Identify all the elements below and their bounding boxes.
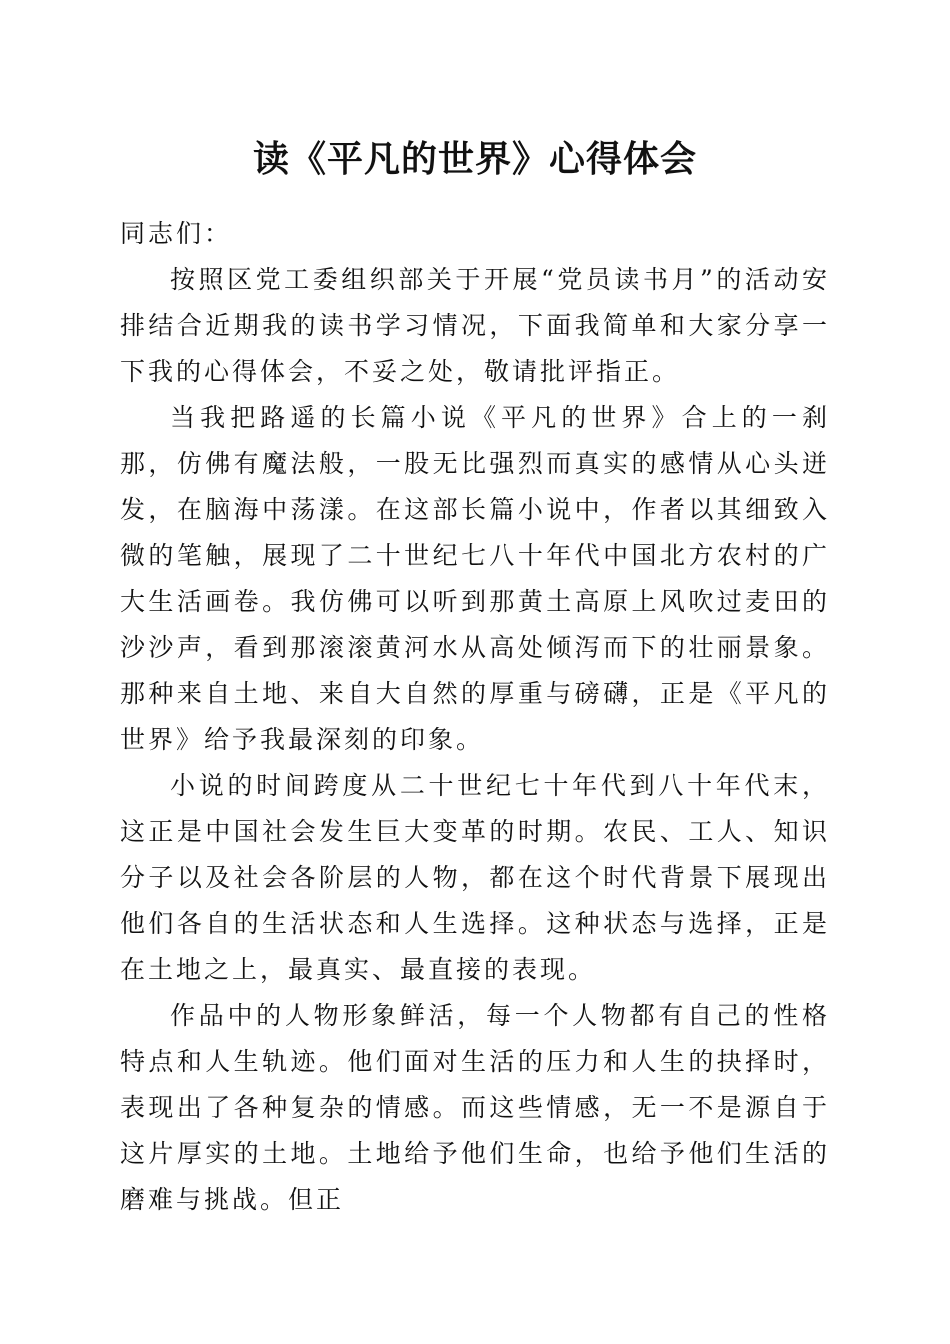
paragraph-3: 小说的时间跨度从二十世纪七十年代到八十年代末，这正是中国社会发生巨大变革的时期。农民、工人、知识分子以及社会各阶层的人物，都在这个时代背景下展现出他们各自的生活状态和人生选择。这种状态与选择，正是在土地之上，最真实、最直接的表现。 — [120, 771, 830, 984]
page-title: 读《平凡的世界》心得体会 — [252, 138, 697, 180]
paragraph-2: 当我把路遥的长篇小说《平凡的世界》合上的一刹那，仿佛有魔法般，一股无比强烈而真实的感情从心头迸发，在脑海中荡漾。在这部长篇小说中，作者以其细致入微的笔触，展现了二十世纪七八十年代中国北方农村的广大生活画卷。我仿佛可以听到那黄土高原上风吹过麦田的沙沙声，看到那滚滚黄河水从高处倾泻而下的壮丽景象。那种来自土地、来自大自然的厚重与磅礴，正是《平凡的世界》给予我最深刻的印象。 — [120, 403, 830, 754]
paragraph-1: 按照区党工委组织部关于开展“党员读书月”的活动安排结合近期我的读书学习情况，下面我简单和大家分享一下我的心得体会，不妥之处，敬请批评指正。 — [120, 265, 830, 386]
document-body — [120, 211, 830, 1223]
paragraph-4: 作品中的人物形象鲜活，每一个人物都有自己的性格特点和人生轨迹。他们面对生活的压力和人生的抉择时，表现出了各种复杂的情感。而这些情感，无一不是源自于这片厚实的土地。土地给予他们生命，也给予他们生活的磨难与挑战。但正 — [120, 1001, 830, 1214]
salutation: 同志们： — [120, 219, 233, 248]
